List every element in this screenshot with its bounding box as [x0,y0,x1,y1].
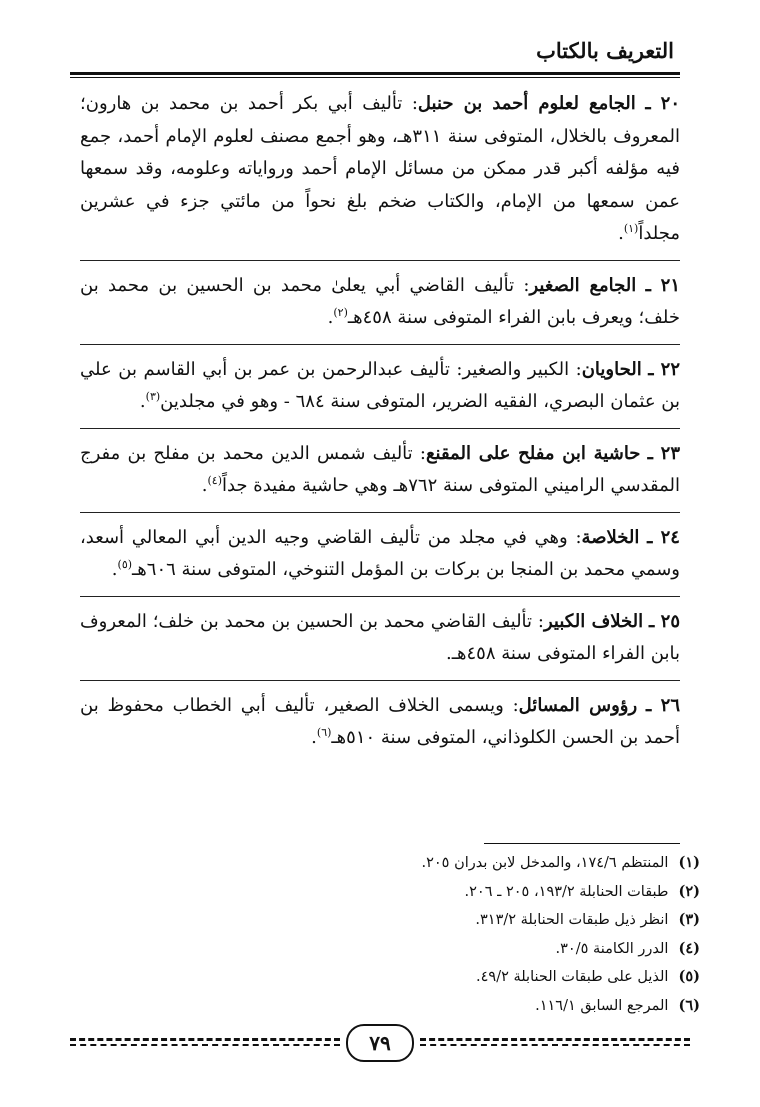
footnote-5 [140,963,700,992]
entry-26 [80,690,680,755]
entry-20 [80,88,680,251]
footnote-3 [140,906,700,935]
footnote-4 [140,935,700,964]
header-rule-thin [70,77,680,78]
entry-end: . [311,727,317,748]
footnote-ref[interactable]: (٥) [117,558,133,571]
entry-title: الجامع الصغير [529,274,637,296]
footnote-ref[interactable]: (٢) [333,306,348,319]
entry-text: : ويسمى الخلاف الصغير، تأليف أبي الخطاب محفوظ بن أحمد بن الحسن الكلوذاني، المتوفى سنة ٥١٠هـ [80,694,680,748]
running-title: التعريف بالكتاب [536,38,674,63]
entry-divider [80,344,680,345]
footnote-2 [140,878,700,907]
entry-22 [80,354,680,419]
page-number: ٧٩ [346,1024,414,1062]
entry-23 [80,438,680,503]
footnote-number: (٥) [678,968,700,985]
footnote-number: (٣) [678,911,700,928]
entry-end: . [111,559,118,580]
footer-dashed-rule [70,1038,340,1041]
footnote-number: (١) [678,854,700,871]
entry-25 [80,606,680,671]
footnote-rule [484,843,680,844]
entry-divider [80,680,680,681]
entry-title: الجامع لعلوم أحمد بن حنبل [417,93,636,114]
footnote-number: (٢) [678,882,700,900]
footnote-text: طبقات الحنابلة ١٩٣/٢، ٢٠٥ ـ ٢٠٦. [464,883,669,900]
entry-divider [80,512,680,513]
footnote-text: الدرر الكامنة ٣٠/٥. [555,940,669,957]
entry-number: ٢٦ ـ [646,694,680,716]
entry-24 [80,522,680,587]
footer-dashed-rule [420,1044,690,1046]
entry-divider [80,260,680,261]
page-footer [70,1028,690,1058]
entry-title: الخلاصة [581,526,640,548]
entry-21 [80,270,680,335]
entry-title: حاشية ابن مفلح على المقنع [425,442,641,464]
entry-text: : الكبير والصغير: تأليف عبدالرحمن بن عمر بن أبي القاسم بن علي بن عثمان البصري، الفقيه الضرير، المتوفى سنة ٦٨٤ - وهو في مجلدين [80,358,680,412]
entry-text: : تأليف أبي بكر أحمد بن محمد بن هارون؛ المعروف بالخلال، المتوفى سنة ٣١١هـ، وهو أجمع مصنف لعلوم الإمام أحمد، جمع فيه مؤلفه أكبر قدر ممكن من مسائل الإمام أحمد ورواياته وعلومه، وقد سمعها عمن سمعها من الإمام، والكتاب ضخم بلغ نحواً من مائتي جزء في عشرين مجلداً [80,93,680,244]
entry-number: ٢٠ ـ [645,93,680,114]
footnote-1 [140,849,700,878]
entry-divider [80,428,680,429]
footnote-text: المنتظم ١٧٤/٦، والمدخل لابن بدران ٢٠٥. [421,855,669,871]
footnote-6 [140,992,700,1021]
footnote-ref[interactable]: (١) [623,222,639,235]
entry-title: رؤوس المسائل [518,694,638,716]
entry-text: : تأليف شمس الدين محمد بن مفلح بن مفرج المقدسي الراميني المتوفى سنة ٧٦٢هـ وهي حاشية مفيدة جداً [80,442,680,496]
footer-dashed-rule [70,1044,340,1046]
footnote-text: المرجع السابق ١١٦/١. [535,997,669,1014]
header-rule [70,72,680,75]
footnote-text: انظر ذيل طبقات الحنابلة ٣١٣/٢. [475,912,669,928]
entry-text: : وهي في مجلد من تأليف القاضي وجيه الدين أبي المعالي أسعد، وسمي محمد بن المنجا بن بركات بن المؤمل التنوخي، المتوفى سنة ٦٠٦هـ [80,526,680,580]
footnote-text: الذيل على طبقات الحنابلة ٤٩/٢. [476,969,669,985]
footnote-number: (٤) [678,939,700,957]
footnotes [140,849,700,1020]
entry-divider [80,596,680,597]
entry-number: ٢٢ ـ [648,358,680,380]
entry-end: . [618,223,624,244]
footnote-ref[interactable]: (٤) [207,474,222,487]
footer-dashed-rule [420,1038,690,1041]
entry-number: ٢٥ ـ [648,610,680,632]
entry-end: . [327,307,334,328]
main-text [80,88,680,755]
entry-title: الحاويان [581,358,642,380]
entry-end: . [201,475,208,496]
footnote-ref[interactable]: (٣) [145,390,161,403]
entry-number: ٢٣ ـ [647,442,680,464]
entry-end: . [139,391,146,412]
footnote-ref[interactable]: (٦) [316,726,332,739]
entry-number: ٢١ ـ [645,274,680,296]
entry-text: : تأليف القاضي محمد بن الحسين بن محمد بن خلف؛ المعروف بابن الفراء المتوفى سنة ٤٥٨هـ. [80,610,680,664]
entry-number: ٢٤ ـ [647,526,680,548]
entry-title: الخلاف الكبير [543,610,644,632]
entry-text: : تأليف القاضي أبي يعلىٰ محمد بن الحسين بن محمد بن خلف؛ ويعرف بابن الفراء المتوفى سنة ٤٥٨هـ [80,274,680,328]
footnote-number: (٦) [678,996,700,1014]
